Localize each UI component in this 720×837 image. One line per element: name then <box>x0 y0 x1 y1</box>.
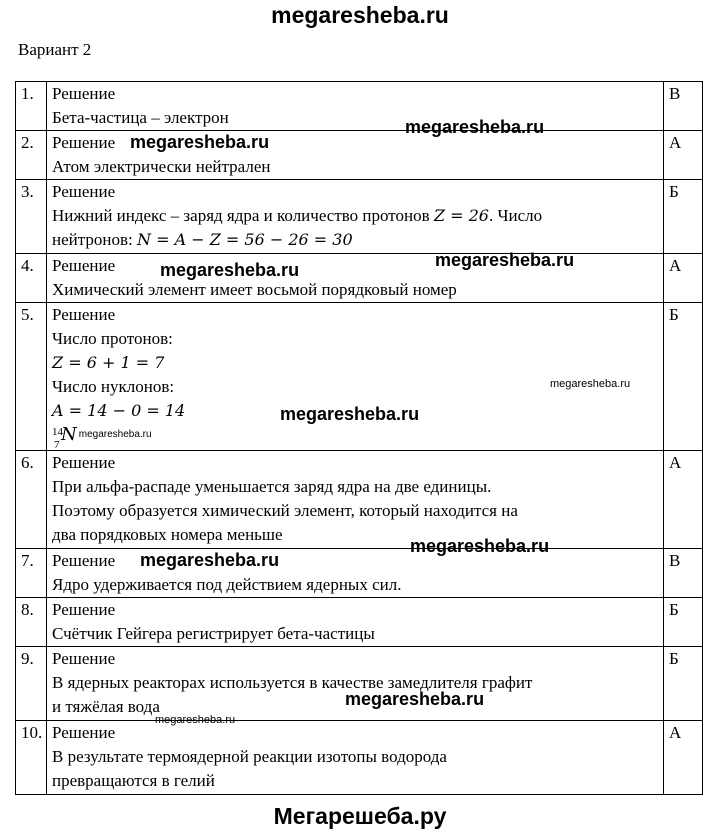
answer-letter: А <box>664 131 703 180</box>
watermark: megaresheba.ru <box>280 404 420 424</box>
answer-letter: Б <box>664 598 703 647</box>
solution-cell <box>47 131 664 180</box>
row-number: 8. <box>16 598 47 647</box>
solution-text: В ядерных реакторах используется в качестве замедлителя графит <box>52 673 533 692</box>
table-row <box>16 598 703 647</box>
solution-text: два порядковых номера меньше <box>52 525 283 544</box>
watermark: megaresheba.ru <box>435 250 575 270</box>
row-number: 1. <box>16 82 47 131</box>
formula-z: Z = 6 + 1 = 7 <box>52 353 165 372</box>
watermark-small: megaresheba.ru <box>78 429 152 440</box>
row-number: 5. <box>16 303 47 451</box>
solution-cell <box>47 598 664 647</box>
table-row <box>16 82 703 131</box>
nuclide-mass: 14 <box>52 426 63 438</box>
watermark: megaresheba.ru <box>405 117 545 137</box>
solution-label: Решение <box>52 453 116 472</box>
table-row <box>16 549 703 598</box>
solution-cell <box>47 254 664 303</box>
solution-label: Решение <box>52 182 116 201</box>
solution-cell <box>47 303 664 451</box>
table-row <box>16 647 703 721</box>
solution-text: Число протонов: <box>52 329 173 348</box>
solution-label: Решение <box>52 256 116 275</box>
solution-label: Решение <box>52 133 116 152</box>
solution-label: Решение <box>52 649 116 668</box>
solution-text: Ядро удерживается под действием ядерных сил. <box>52 575 402 594</box>
solution-text: Число нуклонов: <box>52 377 175 396</box>
solution-text: При альфа-распаде уменьшается заряд ядра на две единицы. <box>52 477 492 496</box>
solution-cell <box>47 721 664 795</box>
answer-letter: Б <box>664 303 703 451</box>
solution-text: Нижний индекс – заряд ядра и количество протонов <box>52 206 430 225</box>
site-footer: Мегарешеба.ру <box>273 803 447 829</box>
nuclide-line <box>52 423 658 451</box>
solution-text: Счётчик Гейгера регистрирует бета-частицы <box>52 624 375 643</box>
solution-cell <box>47 647 664 721</box>
nuclide-symbol: N <box>61 424 77 445</box>
answer-letter: А <box>664 451 703 549</box>
solution-text: Бета-частица – электрон <box>52 108 229 127</box>
nuclide-charge: 7 <box>54 439 60 451</box>
watermark: megaresheba.ru <box>345 689 485 709</box>
solution-text: Атом электрически нейтрален <box>52 157 271 176</box>
formula-n: N = A − Z = 56 − 26 = 30 <box>136 230 353 249</box>
row-number: 2. <box>16 131 47 180</box>
row-number: 3. <box>16 180 47 254</box>
table-row <box>16 254 703 303</box>
watermark: megaresheba.ru <box>410 536 550 556</box>
watermark-small: megaresheba.ru <box>550 378 631 390</box>
solution-text: Поэтому образуется химический элемент, который находится на <box>52 501 518 520</box>
row-number: 6. <box>16 451 47 549</box>
solution-label: Решение <box>52 84 116 103</box>
answer-letter: В <box>664 549 703 598</box>
answer-letter: Б <box>664 647 703 721</box>
solution-text-line <box>52 204 658 228</box>
table-row <box>16 180 703 254</box>
row-number: 9. <box>16 647 47 721</box>
answers-table <box>15 81 703 795</box>
table-row <box>16 131 703 180</box>
formula-z: Z = 26 <box>433 206 489 225</box>
solution-label: Решение <box>52 723 116 742</box>
solution-label: Решение <box>52 551 116 570</box>
solution-text: Химический элемент имеет восьмой порядковый номер <box>52 280 457 299</box>
watermark: megaresheba.ru <box>140 550 280 570</box>
row-number: 4. <box>16 254 47 303</box>
answer-letter: Б <box>664 180 703 254</box>
solution-text: и тяжёлая вода <box>52 697 160 716</box>
solution-text: нейтронов: <box>52 230 133 249</box>
solution-label: Решение <box>52 600 116 619</box>
watermark-small: megaresheba.ru <box>155 714 236 726</box>
solution-text-tail: . Число <box>488 206 543 225</box>
nuclide-notation <box>52 423 77 451</box>
answer-letter: А <box>664 254 703 303</box>
solution-cell <box>47 451 664 549</box>
solution-text: В результате термоядерной реакции изотопы водорода <box>52 747 447 766</box>
watermark: megaresheba.ru <box>130 132 270 152</box>
solution-cell <box>47 549 664 598</box>
answer-letter: В <box>664 82 703 131</box>
solution-text-line <box>52 228 658 252</box>
site-header: megaresheba.ru <box>271 2 449 28</box>
solution-text: превращаются в гелий <box>52 771 215 790</box>
formula-a: A = 14 − 0 = 14 <box>52 401 186 420</box>
answer-letter: А <box>664 721 703 795</box>
table-row <box>16 721 703 795</box>
table-row <box>16 451 703 549</box>
solution-cell <box>47 82 664 131</box>
solution-cell <box>47 180 664 254</box>
row-number: 7. <box>16 549 47 598</box>
watermark: megaresheba.ru <box>160 260 300 280</box>
solution-label: Решение <box>52 305 116 324</box>
variant-title: Вариант 2 <box>18 40 92 59</box>
table-row <box>16 303 703 451</box>
row-number: 10. <box>16 721 47 795</box>
